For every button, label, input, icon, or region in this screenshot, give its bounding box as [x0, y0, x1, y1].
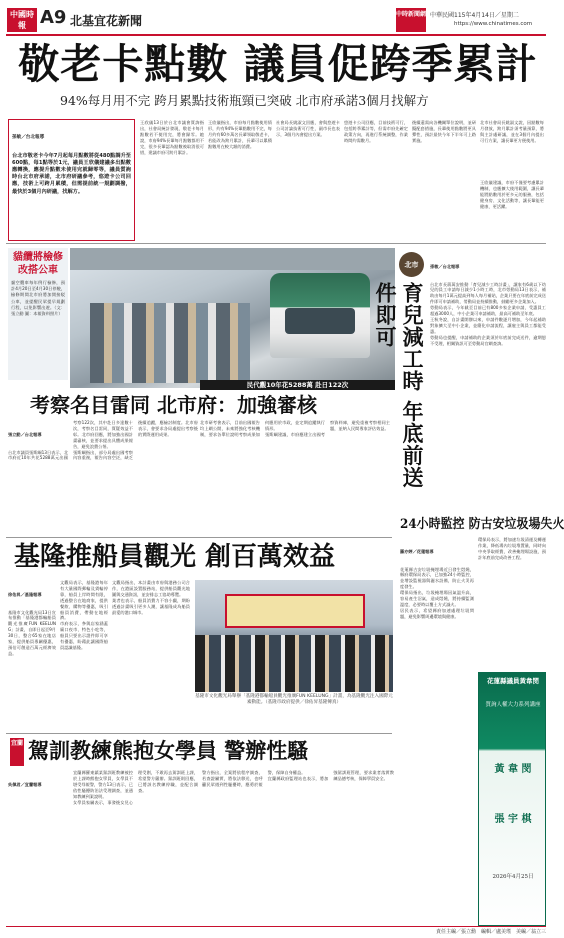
- story5-body: [8, 770, 198, 920]
- ad-speaker-1: 黃 韋 閔: [494, 764, 532, 775]
- story2-byline: 張立勳／台北報導: [8, 431, 42, 437]
- lead-intro-text: 台北市敬老卡今年7月起每月點數將從480點調升至600點，每1點等於1元，議員王欣儀建議多出點數應轉換，應提升點數未使用完就歸零等，議員質詢時台北市府承諾，北市府研議參考，悠遊卡公司回應，技術上可跨月累積，但需提前統一規劃調撥，最快於3個月內研議，找解方。: [12, 152, 131, 195]
- people-silhouettes: [90, 303, 250, 383]
- lead-col-5: 後續還需向各機關單位說明，並研擬配套措施，長輩使用點數將更具彈性，預計最快今年下半年可上路實施。: [412, 120, 476, 143]
- photo1-caption: 民代觀10年花5288萬 赴日122次: [200, 380, 395, 390]
- ad-subtitle: 質詢人權大力系列講座: [485, 702, 541, 708]
- lead-col-1: 王欣儀13日於台北市議會質詢指出，社會局統計發現，敬老卡每月點數若不使用完，將會歸零。她說，市府94%長輩每月點數都用不完，很多長輩認為點數被取消很可惜，建議市府可跨月累計。: [140, 120, 204, 155]
- ceremony-photo: [195, 580, 393, 692]
- story3-body-2: 文觀局指出，本計畫由市府與港務公司合作，在港區設置服務站，提供船員觀光地圖與交通資訊，並安排志工協助導覽。 業者也表示，船員消費力不容小覷，期盼透過計畫吸引更多人潮，讓基隆成為船員最愛的港口城市。: [112, 580, 190, 615]
- gondola-photo: [70, 248, 395, 388]
- lead-col-7: 王欣儀建議，市府不僅要考慮累計機制，也應擴大使用範圍，讓長輩能將點數用於更多元的服務，包括健身房、文化活動等，讓長輩能更健康、更活躍。: [480, 180, 544, 209]
- childcare-badge: 北市: [399, 252, 424, 277]
- story4-body-2: 環保局表示，將加速垃圾清運及轉運作業，降低場內垃圾堆置量，同時向中央爭取經費，改善掩埋場設施，預計年底前完成改善工程。: [478, 537, 546, 560]
- people-row: [195, 635, 393, 692]
- website-url: https://www.chinatimes.com: [454, 21, 533, 27]
- station-roof: [70, 248, 395, 270]
- story5-body-2: 警方指出，全案將依程序調查，若查證屬實，將依法移送，也呼籲民眾遇到性騷擾時，應勇於報警，保障自身權益。 宜蘭縣政府監理站也表示，將加強駕訓班管理，要求業者落實教練品德考核，保障學員安全。: [202, 770, 394, 787]
- story4-text: 花蓮縣古安垃圾掩埋場近日發生悶燒，縣府環保局表示，已加強24小時監控，並增設監視器與灑水設備，防止火災再度發生。 環保局指出，垃圾掩埋場因氣溫升高，容易產生沼氣，造成悶燒，將持續監測溫度，必要時以覆土方式滅火。 居民表示，希望縣府加速處理垃圾問題，避免影響周邊環境與健康。: [400, 566, 474, 619]
- story2-body: [8, 420, 198, 534]
- date-line: 中華民國115年4月14日／星期二: [430, 12, 519, 19]
- event-ad[interactable]: [478, 672, 546, 926]
- story3-body: [8, 580, 108, 730]
- divider: [6, 243, 546, 244]
- lead-subhead: 94%每月用不完 跨月累點技術瓶頸已突破 北市府承諾3個月找解方: [60, 93, 429, 108]
- lead-intro: [8, 119, 135, 241]
- footer-rule: [6, 926, 546, 927]
- story5-text: 宜蘭縣羅東鎮某駕訓班教練被控於上課時熊抱女學員，女學員不堪受辱報警，警方13日表示，已依性騷擾防治法受理調查，並通知教練到案說明。 女學員家屬表示，事發後女兒心理受創，不敢再去駕訓班上課，希望警方嚴辦。駕訓班則回應，已將該名教練停職，並配合調查。: [73, 770, 198, 805]
- ad-speaker-2: 張 宇 棋: [494, 814, 532, 825]
- story5-headline: 駕訓教練熊抱女學員 警辦性騷: [28, 738, 309, 763]
- lead-col-2: 王欣儀指出，市府每月點數使用情形，約有94%長輩點數用不完，每月約有60多萬名長輩領取敬老卡，若能改為跨月累計，長輩可以累積點數用在較大額的消費。: [208, 120, 272, 149]
- childcare-headline: 育兒減工時 年底前送件即可: [373, 282, 425, 489]
- banner-board: [225, 594, 365, 628]
- story2-text: 台北市議員張斯綱13日表示，北市府近10年共花5288萬元出國考察122次，其中赴日多達數十次，考察名目雷同，質疑效益不彰。北市府回應，將加強出國計畫審核，並要求提出具體成果報告，避免浪費公帑。 張斯綱指出，部分局處出國考察內容重複，報告內容空泛，缺乏後續追蹤，應檢討制度。北市府表示，會要求各局處提出考察後的實際運用成果。: [8, 420, 198, 461]
- story2-headline: 考察名目雷同 北市府：加強審核: [30, 393, 317, 417]
- childcare-story: [430, 252, 546, 514]
- story4-body: [400, 537, 474, 937]
- masthead-rule: [6, 34, 546, 36]
- story5-byline: 吳佩君／宜蘭報導: [8, 781, 42, 787]
- childcare-byline: 孫敏／台北報導: [430, 263, 460, 269]
- story4-byline: 羅亦婷／花蓮報導: [400, 548, 434, 554]
- childcare-text: 台北市長蔣萬安推動「育兒減少工時計畫」，讓家有6歲以下幼兒的員工申請每日減少1小時工時，北市勞動局13日表示，補助由每月1萬元提高到每人每月補貼，企業只要在年底前完成送件即可申請補助，勞動局並持續推動，鼓勵更多企業加入。 勞動局表示，今年截至目前已有800多家企業申請，受惠員工超過3000人，中小企業可申請補助，最高可補助至年底。 王秋冬說，自計畫開辦以來，申請件數逐月增加，今年起補助對象擴大至中小企業，並簡化申請流程，讓雇主與員工都能受惠。 勞動局也提醒，申請補助的企業須於年底前完成送件，逾期恕不受理，相關資訊可至勞動局官網查詢。: [430, 281, 546, 346]
- lead-col-6: 北市社會局長姚淑文說，因點數每月發放，跨月累計須考量預算，將與主計處研議，並在3個月內提出可行方案，讓長輩更方便使用。: [480, 120, 544, 143]
- maokong-side-box: [8, 248, 68, 380]
- story2-body-2: 北市研考會表示，目前出國報告均上網公開，未來將強化考核機制，要求各單位說明考察成果如何應用於市政，並定期追蹤執行情形。 張斯綱建議，市府應建立出國考察資料庫，避免重複考察相同主題，並納入民間專家評估效益。: [200, 420, 390, 437]
- story3-headline: 基隆推船員觀光 創百萬效益: [14, 542, 336, 572]
- lead-col-3: 社會局長姚淑文回應，會與悠遊卡公司討論技術可行性，副市長也表示，3個月內會提出方案。: [276, 120, 340, 137]
- ad-date: 2026年4月25日: [492, 874, 534, 880]
- ad-title: 花蓮縣議員黃韋閔: [487, 677, 539, 685]
- story5-region-tag: 宜蘭: [10, 738, 24, 766]
- lead-col-4: 悠遊卡公司回應，目前技術可行，包括跨季累計等，但需市府先確定政策方向，再進行系統調整，作業時間約需數月。: [344, 120, 408, 143]
- divider: [6, 537, 392, 538]
- lead-byline: 孫敏／台北報導: [12, 134, 45, 140]
- divider: [6, 733, 392, 734]
- section-name: 北基宜花新聞: [70, 14, 143, 28]
- story3-text: 基隆市文化觀光局13日宣布推動「基隆港都輸船員觀光推廣FUN KEELUNG」計畫，自即日起至9月30日，整合65家在地店家，提供船員專屬優惠，預估可創造百萬元經濟效益。 文觀局表示，基隆港每年有大量國際郵輪及貨輪停靠，船員上岸時間有限，透過整合在地商家，提供餐飲、購物等優惠，吸引船員消費，帶動在地經濟。 市府表示，參與店家涵蓋廟口夜市、特色小吃等，船員只要出示證件即可享有優惠，盼藉此讓國際船員認識基隆。: [8, 580, 108, 656]
- gondola-window: [285, 308, 355, 334]
- story3-byline: 徐佑昇／基隆報導: [8, 591, 42, 597]
- chinatimes-net-logo: 中時新聞網: [396, 8, 426, 32]
- footer-editors: 責任主編／張立勳 編輯／盧美瑤 美編／翁立三: [435, 929, 546, 935]
- story3-caption: 基隆市文化觀光局舉辦「基隆港都輸船員觀光推廣FUN KEELUNG」計畫，為基隆觀光注入國際元素動能。（基隆市政府提供／徐佑昇基隆傳真）: [195, 694, 393, 706]
- page-number: A9: [40, 7, 67, 28]
- maokong-text: 貓空纜車每年例行檢修，預計4月20日至4月30日停駛，檢修期間北市府將加開接駁公車，並提醒民眾提早規劃行程，以免影響出遊。（文：張立勳 圖：本報資料照片）: [11, 280, 65, 317]
- lead-headline: 敬老卡點數 議員促跨季累計: [18, 40, 538, 88]
- maokong-title: 貓纜將檢修 改搭公車: [13, 252, 63, 276]
- story4-headline: 24小時監控 防古安垃圾場失火: [400, 517, 564, 532]
- newspaper-logo: 中國時報: [7, 8, 37, 32]
